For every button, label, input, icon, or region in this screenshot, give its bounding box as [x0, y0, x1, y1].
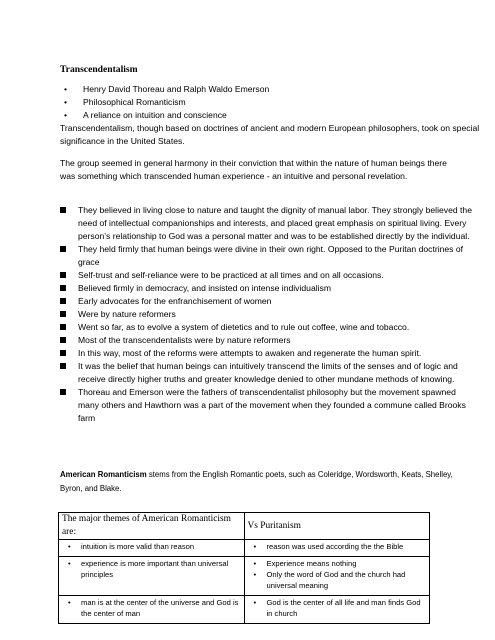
list-item: • Experience means nothing [247, 558, 428, 569]
belief-item: Self-trust and self-reliance were to be practiced at all times and on all occasions. [60, 269, 475, 282]
document-title: Transcendentalism [60, 64, 138, 75]
belief-item: Most of the transcendentalists were by nature reformers [60, 334, 475, 347]
table-cell [244, 540, 430, 557]
belief-item: In this way, most of the reforms were attempts to awaken and regenerate the human spirit. [60, 347, 475, 360]
american-romanticism-text: stems from the English Romantic poets, such as Coleridge, Wordsworth, Keats, Shelley, Byron, and Blake. [60, 470, 453, 493]
themes-table [58, 512, 430, 624]
belief-item: It was the belief that human beings can intuitively transcend the limits of the senses and of logic and receive directly higher truths and greater knowledge denied to other mundane methods of knowing. [60, 360, 475, 386]
harmony-paragraph: The group seemed in general harmony in their conviction that within the nature of human beings there was something which transcended human experience - an intuitive and personal revelation. [60, 158, 447, 181]
intro-bullet-list [60, 83, 460, 122]
table-cell [59, 540, 245, 557]
beliefs-list [60, 204, 475, 425]
american-romanticism-label: American Romanticism [60, 470, 147, 479]
table-cell [59, 557, 245, 596]
column-header-puritanism: Vs Puritanism [244, 513, 430, 540]
list-item: • Only the word of God and the church had universal meaning [247, 569, 428, 591]
list-item: • experience is more important than universal principles [61, 558, 242, 580]
table-row [59, 557, 430, 596]
belief-item: Early advocates for the enfranchisement of women [60, 295, 475, 308]
list-item: • intuition is more valid than reason [61, 541, 242, 552]
table-cell [244, 596, 430, 624]
belief-item: Were by nature reformers [60, 308, 475, 321]
list-item: • reason was used according the the Bible [247, 541, 428, 552]
belief-item: Thoreau and Emerson were the fathers of transcendentalist philosophy but the movement spawned many others and Hawthorn was a part of the movement when they founded a commune called Brooks farm [60, 386, 475, 425]
table-row [59, 596, 430, 624]
column-header-themes: The major themes of American Romanticism are: [59, 513, 245, 540]
table-cell [244, 557, 430, 596]
list-item: • Philosophical Romanticism [60, 96, 460, 109]
table-header-row [59, 513, 430, 540]
list-item: • God is the center of all life and man finds God in church [247, 597, 428, 619]
table-row [59, 540, 430, 557]
belief-item: Believed firmly in democracy, and insisted on intense individualism [60, 282, 475, 295]
american-romanticism-note [60, 468, 470, 496]
list-item: • A reliance on intuition and conscience [60, 109, 460, 122]
table-cell [59, 596, 245, 624]
belief-item: Went so far, as to evolve a system of dietetics and to rule out coffee, wine and tobacco. [60, 321, 475, 334]
belief-item: They held firmly that human beings were divine in their own right. Opposed to the Puritan doctrines of grace [60, 243, 475, 269]
list-item: • Henry David Thoreau and Ralph Waldo Emerson [60, 83, 460, 96]
belief-item: They believed in living close to nature and taught the dignity of manual labor. They strongly believed the need of intellectual companionships and interests, and placed great emphasis on spiritual living. Every person’s relationship to God was a personal matter and was to be established directly by the individual. [60, 204, 475, 243]
list-item: • man is at the center of the universe and God is the center of man [61, 597, 242, 619]
intro-paragraph: Transcendentalism, though based on doctrines of ancient and modern European philosophers, took on special significance in the United States. [60, 123, 480, 146]
